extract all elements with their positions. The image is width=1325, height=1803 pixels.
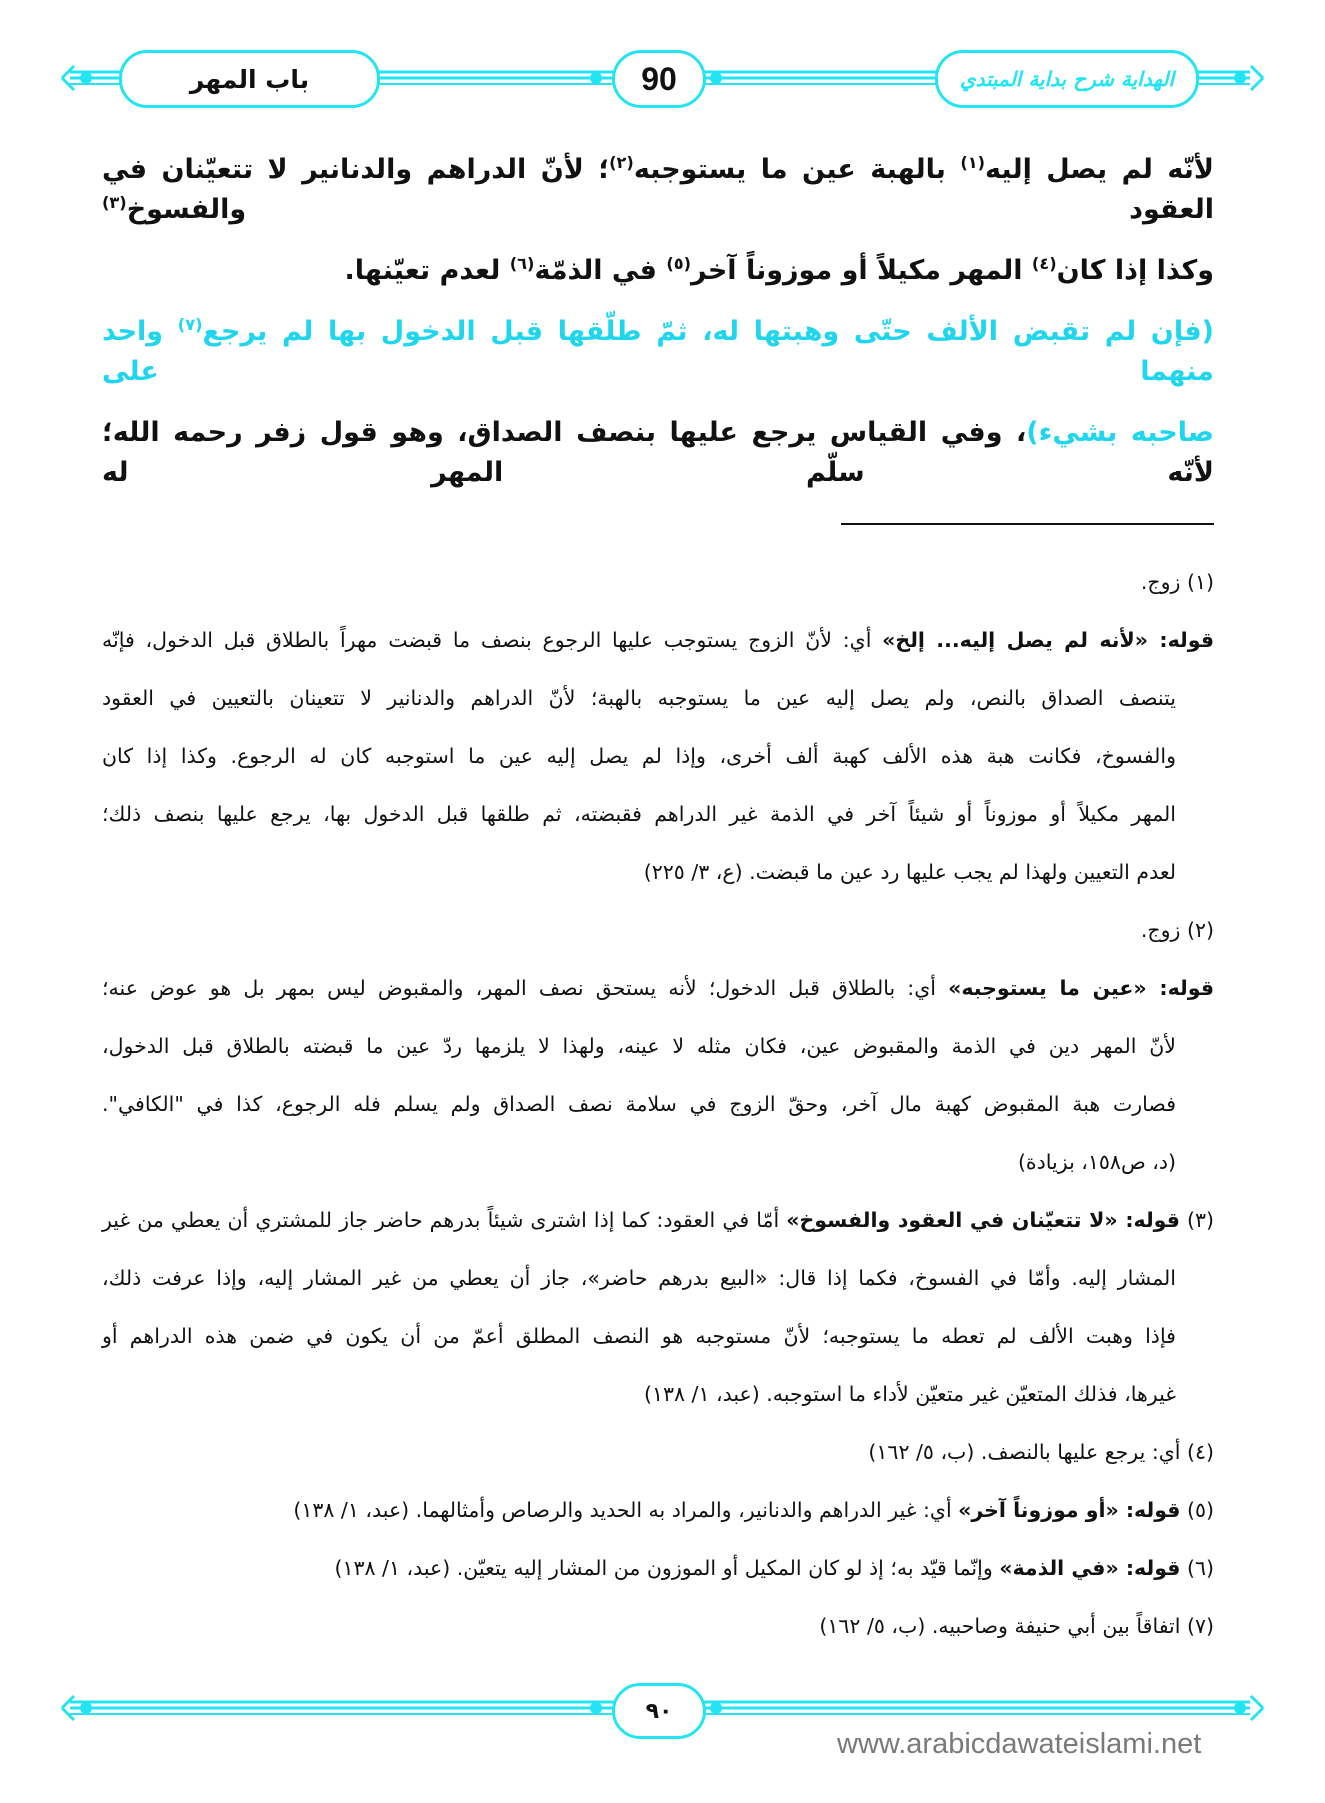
text-run: فصارت هبة المقبوض كهبة مال آخر، وحقّ الزوج في سلامة نصف الصداق ولم يسلم فله الرجوع، كذا في "الكافي". [102,1092,1176,1116]
footnote-marker: (٢) [609,153,634,172]
footnote-line [102,1493,1214,1527]
footnote-line [102,623,1214,657]
chapter-title: باب المهر [119,50,380,108]
quoted-phrase: قوله: «لا تتعيّنان في العقود والفسوخ» [786,1208,1180,1232]
text-run: المهر مكيلاً أو موزوناً آخر [691,255,1032,286]
main-text-line [102,413,1214,493]
footnote-marker: (٤) [1031,254,1057,273]
quoted-phrase: قوله: «لأنه لم يصل إليه... إلخ» [882,628,1214,652]
page-number-header: 90 [612,50,706,108]
text-run: أمّا في العقود: كما إذا اشترى شيئاً بدرهم حاضر جاز للمشتري أن يعطي من غير [102,1208,787,1232]
footnote-marker: (٦) [509,254,535,273]
text-run: (١) زوج. [1140,570,1214,594]
page-header [0,0,1325,150]
text-run: غيرها، فذلك المتعيّن غير متعيّن لأداء ما استوجبه. (عبد، ١/ ١٣٨) [643,1382,1176,1406]
text-run: ، وفي القياس يرجع عليها بنصف الصداق، وهو قول زفر رحمه الله؛ لأنّه سلّم المهر له [102,417,1214,488]
footnote-line [102,1261,1176,1295]
quoted-phrase: قوله: «عين ما يستوجبه» [948,976,1214,1000]
footnote-line [102,913,1214,947]
footnote-line [102,1609,1214,1643]
text-run: (٣) [1179,1208,1215,1232]
text-run: (فإن لم تقبض الألف حتّى وهبتها له، ثمّ طلّقها قبل الدخول بها لم يرجع [202,316,1214,347]
footnote-line [102,1377,1176,1411]
text-run: لعدم تعيّنها. [344,255,510,286]
footnote-line [102,797,1176,831]
footnote-line [102,1435,1214,1469]
text-run: أي: غير الدراهم والدنانير، والمراد به الحديد والرصاص وأمثالهما. (عبد، ١/ ١٣٨) [293,1498,959,1522]
text-run: واحد منهما على [102,316,1214,387]
text-run: (٥) [1180,1498,1214,1522]
footnote-line [102,1029,1176,1063]
footnote-line [102,1319,1176,1353]
footnote-line [102,681,1176,715]
footnote-marker: (١) [960,153,986,172]
text-run: المهر مكيلاً أو موزوناً أو شيئاً آخر في الذمة غير الدراهم فقبضته، ثم طلقها قبل الدخول بها، يرجع عليها بنصف ذلك؛ [102,802,1176,826]
text-run: لأنّ المهر دين في الذمة والمقبوض عين، فكان مثله لا عينه، ولهذا لا يلزمها ردّ عين ما قبضته بالطلاق قبل الدخول، [102,1034,1176,1058]
text-run: بالهبة عين ما يستوجبه [633,154,961,185]
website-url[interactable]: www.arabicdawateislami.net [837,1728,1202,1760]
footnote-separator [841,523,1214,525]
quoted-phrase: قوله: «أو موزوناً آخر» [958,1498,1181,1522]
text-run: يتنصف الصداق بالنص، ولم يصل إليه عين ما يستوجبه بالهبة؛ لأنّ الدراهم والدنانير لا تتعينان بالتعيين في العقود [102,686,1176,710]
footnote-line [102,971,1214,1005]
footnote-line [102,1087,1176,1121]
footnote-line [102,1203,1214,1237]
text-run: في الذمّة [534,255,667,286]
text-run: (٢) زوج. [1140,918,1214,942]
footnote-marker: (٧) [177,315,203,334]
main-text [102,150,1214,493]
main-text-line [102,150,1214,230]
text-run: لعدم التعيين ولهذا لم يجب عليها رد عين ما قبضت. (ع، ٣/ ٢٢٥) [643,860,1176,884]
text-run: صاحبه بشيء) [1026,417,1214,448]
text-run: وإنّما قيّد به؛ إذ لو كان المكيل أو الموزون من المشار إليه يتعيّن. (عبد، ١/ ١٣٨) [334,1556,1000,1580]
footnote-line [102,1145,1176,1179]
text-run: أي: بالطلاق قبل الدخول؛ لأنه يستحق نصف المهر، والمقبوض ليس بمهر بل هو عوض عنه؛ [102,976,949,1000]
text-run: (٦) [1180,1556,1214,1580]
main-text-line [102,251,1214,291]
text-run: والفسوخ، فكانت هبة هذه الألف كهبة ألف أخرى، وإذا لم يصل إليه عين ما استوجبه كان له الرجوع. وكذا إذا كان [102,744,1176,768]
page-number-footer: ٩٠ [612,1683,706,1739]
footnote-line [102,1551,1214,1585]
book-logo: الهداية شرح بداية المبتدي [935,50,1199,108]
text-run: المشار إليه. وأمّا في الفسوخ، فكما إذا قال: «البيع بدرهم حاضر»، جاز أن يعطي من غير المشار إليه، وإذا عرفت ذلك، [102,1266,1176,1290]
footnote-line [102,855,1176,889]
footnote-marker: (٣) [102,193,127,212]
footnote-marker: (٥) [666,254,692,273]
text-run: (د، ص١٥٨، بزيادة) [1017,1150,1176,1174]
footnote-line [102,565,1214,599]
footnotes [102,565,1214,1643]
text-run: ؛ لأنّ الدراهم والدنانير لا تتعيّنان في العقود والفسوخ [102,154,1214,225]
main-text-line [102,312,1214,392]
page-body [102,150,1214,1643]
text-run: أي: لأنّ الزوج يستوجب عليها الرجوع بنصف ما قبضت مهراً بالطلاق قبل الدخول، فإنّه [102,628,883,652]
text-run: وكذا إذا كان [1056,255,1214,286]
quoted-phrase: قوله: «في الذمة» [999,1556,1181,1580]
text-run: (٧) اتفاقاً بين أبي حنيفة وصاحبيه. (ب، ٥/ ١٦٢) [819,1614,1214,1638]
page-footer [0,1683,1325,1803]
footnote-line [102,739,1176,773]
text-run: لأنّه لم يصل إليه [985,154,1214,185]
text-run: فإذا وهبت الألف لم تعطه ما يستوجبه؛ لأنّ مستوجبه هو النصف المطلق أعمّ من أن يكون في ضمن هذه الدراهم أو [102,1324,1176,1348]
text-run: (٤) أي: يرجع عليها بالنصف. (ب، ٥/ ١٦٢) [868,1440,1214,1464]
